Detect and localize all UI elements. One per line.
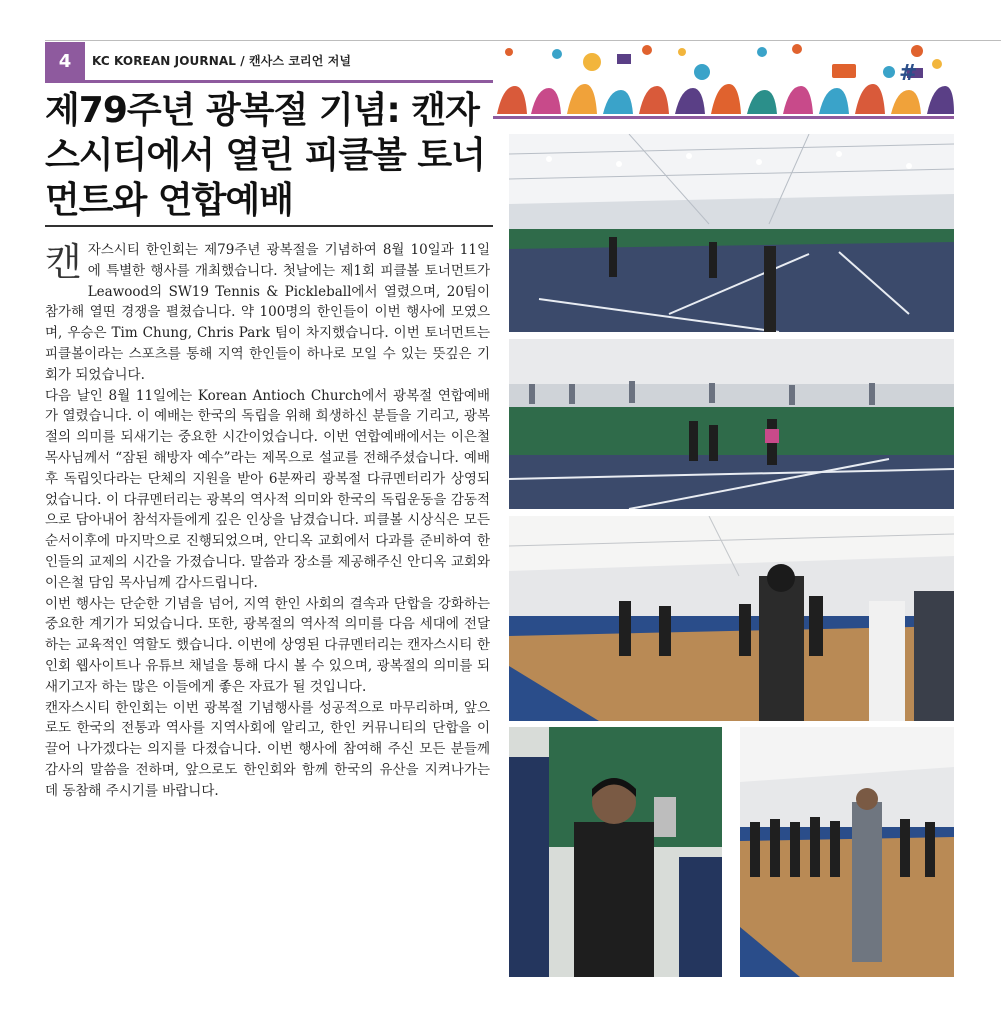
page-number-badge: 4 xyxy=(45,42,85,80)
title-divider xyxy=(45,225,493,227)
banner-illustration xyxy=(497,42,954,114)
article-body xyxy=(45,240,490,802)
header-divider xyxy=(45,80,493,83)
paragraph-1-text: 자스시티 한인회는 제79주년 광복절을 기념하여 8월 10일과 11일에 특별한 행사를 개최했습니다. 첫날에는 제1회 피클볼 토너먼트가 Leawood의 SW19 Tennis & Pickleball에서 열렸으며, 20팀이 참가해 열띤 경쟁을 펼쳤습니다. 약 100명의 한인들이 이번 행사에 모였으며, 우승은 Tim Chung, Chris Park 팀이 차지했습니다. 이번 토너먼트는 피클볼이라는 스포츠를 통해 지역 한인들이 하나로 모일 수 있는 뜻깊은 기회가 되었습니다. xyxy=(45,242,490,383)
banner-divider xyxy=(493,116,954,119)
running-head: KC KOREAN JOURNAL / 캔사스 코리언 저널 xyxy=(92,54,352,68)
top-rule xyxy=(45,40,1001,41)
paragraph-3: 이번 행사는 단순한 기념을 넘어, 지역 한인 사회의 결속과 단합을 강화하는 중요한 계기가 되었습니다. 또한, 광복절의 역사적 의미를 다음 세대에 전달하는 교육적인 역할도 했습니다. 이번에 상영된 다큐멘터리는 캔자스시티 한인회 웹사이트나 유튜브 채널을 통해 다시 볼 수 있으며, 광복절의 의미를 되새기고자 하는 많은 이들에게 좋은 자료가 될 것입니다. xyxy=(45,595,490,695)
svg-text:#: # xyxy=(899,61,918,86)
paragraph-1 xyxy=(45,240,490,386)
decorative-banner xyxy=(497,42,954,114)
drop-cap: 캔 xyxy=(45,240,82,284)
article-title: 제79주년 광복절 기념: 캔자스시티에서 열린 피클볼 토너먼트와 연합예배 xyxy=(45,90,485,221)
photo-court-spectators xyxy=(509,339,954,509)
photo-speaker-closeup xyxy=(509,727,722,977)
photo-gym-gathering xyxy=(509,516,954,721)
paragraph-4: 캔자스시티 한인회는 이번 광복절 기념행사를 성공적으로 마무리하며, 앞으로도 한국의 전통과 역사를 지역사회에 알리고, 한인 커뮤니티의 단합을 이끌어 나가겠다는 의지를 다졌습니다. 이번 행사에 참여해 주신 모든 분들께 감사의 말씀을 전하며, 앞으로도 한인회와 함께 한국의 유산을 지켜나가는 데 동참해 주시기를 바랍니다. xyxy=(45,699,490,799)
paragraph-2: 다음 날인 8월 11일에는 Korean Antioch Church에서 광복절 연합예배가 열렸습니다. 이 예배는 한국의 독립을 위해 희생하신 분들을 기리고, 광복절의 의미를 되새기는 중요한 시간이었습니다. 이번 연합예배에서는 이은철 목사님께서 “잠된 해방자 예수”라는 제목으로 설교를 전해주셨습니다. 예배 후 독립잇다라는 단체의 지원을 받아 6분짜리 광복절 다큐멘터리가 상영되었습니다. 이 다큐멘터리는 광복의 역사적 의미와 한국의 독립운동을 감동적으로 담아내어 참석자들에게 깊은 인상을 남겼습니다. 피클볼 시상식은 모든 순서이후에 마지막으로 진행되었으며, 안디옥 교회에서 다과를 준비하여 한인들의 교제의 시간을 가졌습니다. 말씀과 장소를 제공해주신 안디옥 교회와 이은철 담임 목사님께 감사드립니다. xyxy=(45,387,490,591)
photo-pickleball-courts xyxy=(509,134,954,332)
photo-group-wood-floor xyxy=(740,727,954,977)
